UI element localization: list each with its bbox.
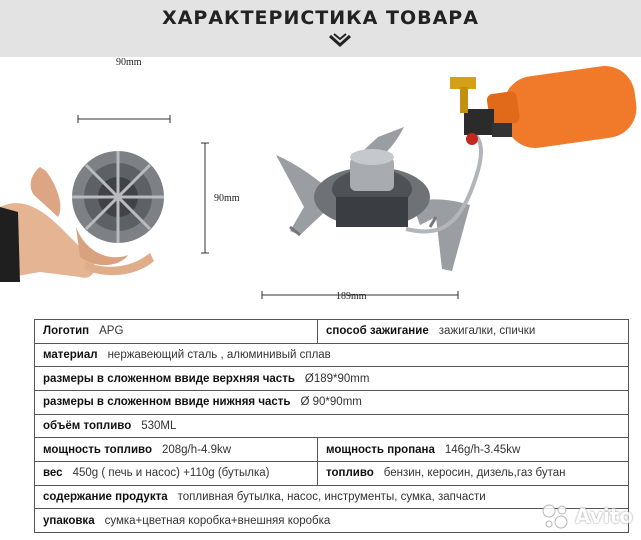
page-title: ХАРАКТЕРИСТИКА ТОВАРА [162,7,479,29]
spec-cell [35,509,629,533]
header-banner [0,0,641,57]
spec-cell [35,414,629,438]
table-row [35,461,629,485]
spec-cell [35,485,629,509]
spec-value: нержавеющий сталь , алюминивый сплав [107,348,331,361]
spec-value: APG [99,325,124,338]
spec-label: содержание продукта [43,490,168,503]
table-row [35,509,629,533]
spec-value: Ø 90*90mm [300,396,362,409]
dim-label-height-folded: 90mm [214,193,240,204]
expanded-stove [276,127,470,271]
hand-with-folded-stove [0,151,164,282]
spec-value: топливная бутылка, насос, инструменты, сумка, запчасти [177,490,486,503]
spec-label: материал [43,348,98,361]
spec-label: мощность топливо [43,443,152,456]
spec-cell [35,343,629,367]
avito-logo-icon [541,503,571,529]
table-row [35,367,629,391]
spec-label: способ зажигание [326,325,429,338]
spec-cell [318,438,629,462]
spec-table [34,319,629,533]
product-photo [0,57,641,315]
dim-label-width-open: 189mm [336,291,367,302]
spec-cell [35,461,318,485]
spec-value: бензин, керосин, дизель,газ бутан [383,467,566,480]
table-row [35,414,629,438]
chevron-down-icon [327,33,353,49]
spec-value: зажигалки, спички [438,325,536,338]
watermark [541,502,633,530]
spec-cell [35,320,318,344]
spec-label: размеры в сложенном ввиде нижняя часть [43,396,291,409]
table-row [35,438,629,462]
spec-cell [318,461,629,485]
spec-cell [35,390,629,414]
spec-label: вес [43,467,63,480]
dim-label-width-folded: 90mm [116,57,142,68]
spec-label: топливо [326,467,374,480]
spec-value: 208g/h-4.9kw [161,443,232,456]
spec-value: 530ML [141,419,177,432]
table-row [35,320,629,344]
table-row [35,390,629,414]
spec-label: мощность пропана [326,443,435,456]
spec-cell [35,438,318,462]
spec-label: Логотип [43,325,90,338]
spec-cell [35,367,629,391]
spec-label: упаковка [43,514,95,527]
spec-value: сумка+цветная коробка+внешняя коробка [104,514,331,527]
product-illustration [0,57,641,315]
spec-label: объём топливо [43,419,132,432]
table-row [35,343,629,367]
spec-value: 146g/h-3.45kw [444,443,521,456]
spec-cell [318,320,629,344]
spec-label: размеры в сложенном ввиде верхняя часть [43,372,295,385]
spec-value: 450g ( печь и насос) +110g (бутылка) [72,467,270,480]
spec-value: Ø189*90mm [304,372,370,385]
table-row [35,485,629,509]
watermark-brand: Avito [575,504,633,528]
